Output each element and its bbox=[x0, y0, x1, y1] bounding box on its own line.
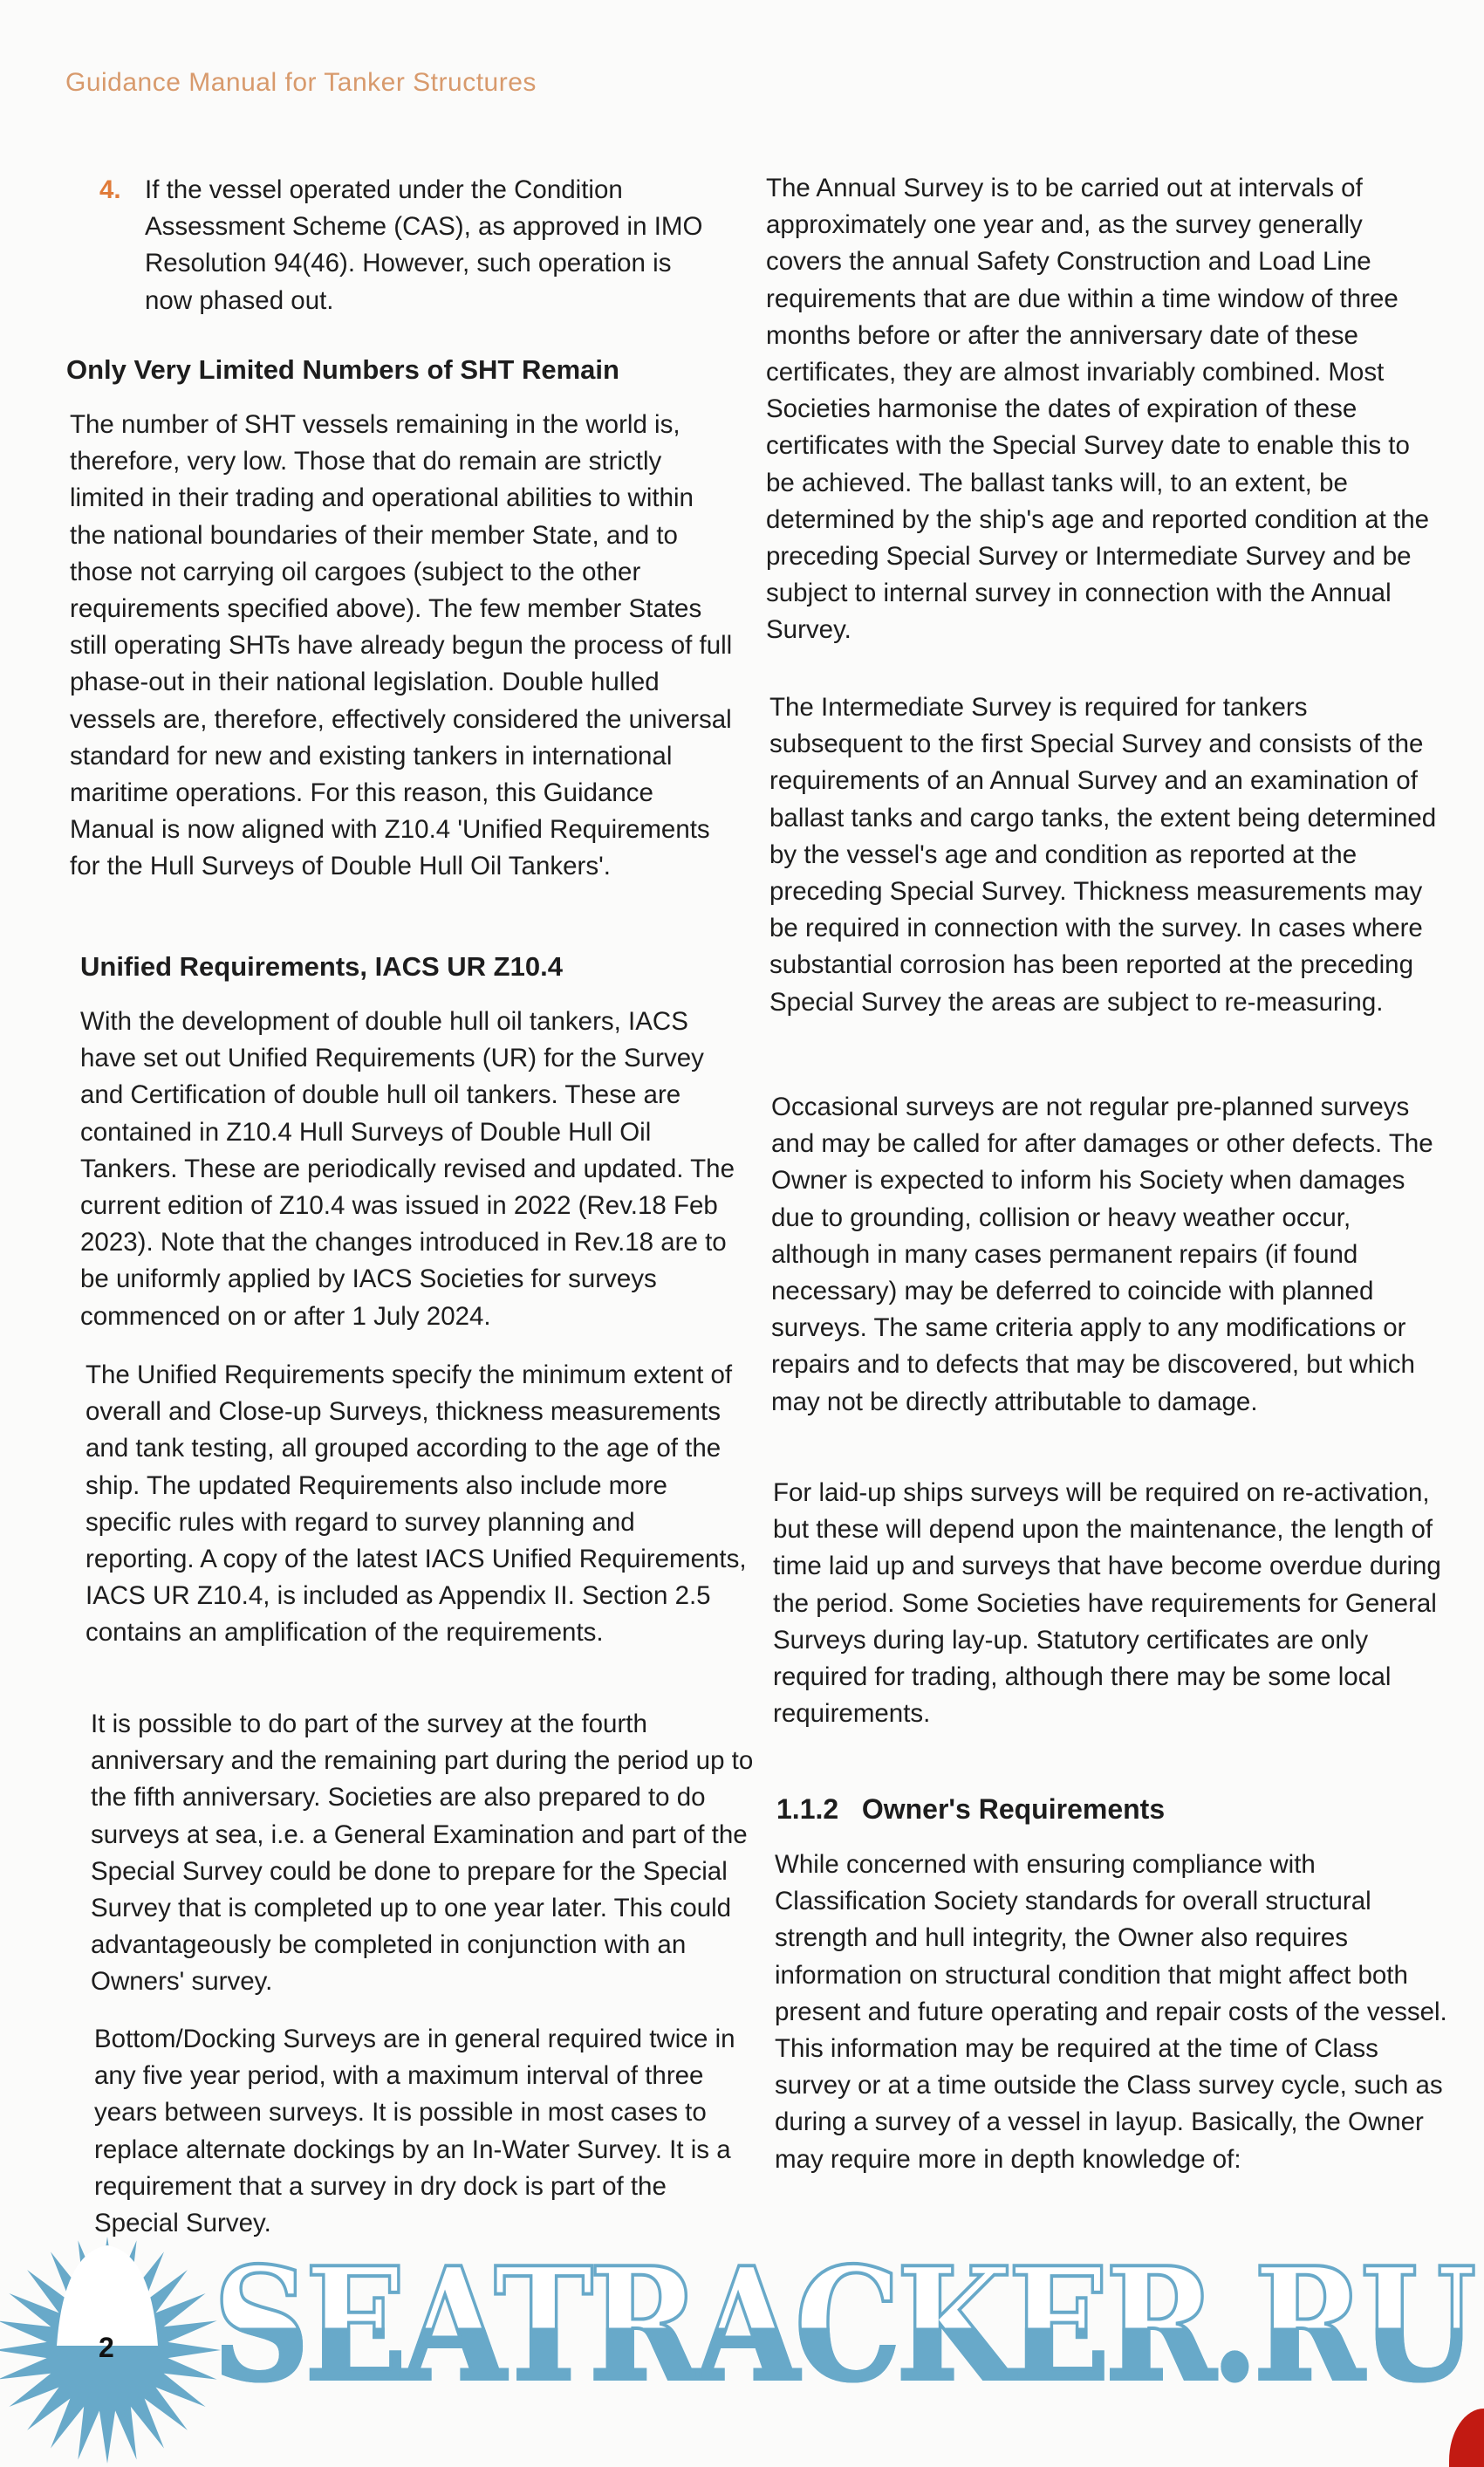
paragraph: Bottom/Docking Surveys are in general required twice in any five year period, with a maximum interval of three years between surveys. It is possible in most cases to replace alternate dockings by an In-Water Survey. It is a requirement that a survey in dry dock is part of the Special Survey. bbox=[94, 2025, 735, 2238]
paragraph: Occasional surveys are not regular pre-planned surveys and may be called for after damages or other defects. The Owner is expected to inform his Society when damages due to grounding, collision or heavy weather occur, although in many cases permanent repairs (if found necessary) may be deferred to coincide with planned surveys. The same criteria apply to any modifications or repairs and to defects that may be discovered, but which may not be directly attributable to damage. bbox=[771, 1093, 1433, 1416]
paragraph: While concerned with ensuring compliance with Classification Society standards for overall structural strength and hull integrity, the Owner also requires information on structural condition that might affect both present and future operating and repair costs of the vessel. This information may be required at the time of Class survey or at a time outside the Class survey cycle, such as during a survey of a vessel in layup. Basically, the Owner may require more in depth knowledge of: bbox=[775, 1850, 1447, 2174]
paragraph: The number of SHT vessels remaining in the world is, therefore, very low. Those that do remain are strictly limited in their trading and operational abilities to within the national boundaries of their member State, and to those not carrying oil cargoes (subject to the other requirements specified above). The few member States still operating SHTs have already begun the process of full phase-out in their national legislation. Double hulled vessels are, therefore, effectively considered the universal standard for new and existing tankers in international maritime operations. For this reason, this Guidance Manual is now aligned with Z10.4 'Unified Requirements for the Hull Surveys of Double Hull Oil Tankers'. bbox=[70, 410, 733, 881]
running-header: Guidance Manual for Tanker Structures bbox=[65, 68, 537, 97]
paragraph: It is possible to do part of the survey at the fourth anniversary and the remaining part during the period up to the fifth anniversary. Societies are also prepared to do surveys at sea, i.e. a General Examination and part of the Special Survey could be done to prepare for the Special Survey that is completed up to one year later. This could advantageously be completed in conjunction with an Owners' survey. bbox=[91, 1710, 754, 1997]
section-heading: Unified Requirements, IACS UR Z10.4 bbox=[80, 951, 563, 982]
watermark-text: SEATRACKER.RU bbox=[213, 2233, 1473, 2416]
paragraph: The Intermediate Survey is required for tankers subsequent to the first Special Survey and consists of the requirements of an Annual Survey and an examination of ballast tanks and cargo tanks, the extent being determined by the vessel's age and condition as reported at the preceding Special Survey. Thickness measurements may be required in connection with the survey. In cases where substantial corrosion has been reported at the preceding Special Survey the areas are subject to re-measuring. bbox=[769, 693, 1437, 1017]
section-heading: Only Very Limited Numbers of SHT Remain bbox=[66, 354, 619, 385]
paragraph: The Annual Survey is to be carried out at intervals of approximately one year and, as the survey generally covers the annual Safety Construction and Load Line requirements that are due within a time window of three months before or after the anniversary date of these certificates, they are almost invariably combined. Most Societies harmonise the dates of expiration of these certificates with the Special Survey date to enable this to be achieved. The ballast tanks will, to an extent, be determined by the ship's age and reported condition at the preceding Special Survey or Intermediate Survey and be subject to internal survey in connection with the Annual Survey. bbox=[766, 174, 1430, 645]
list-number: 4. bbox=[99, 175, 121, 204]
paragraph: For laid-up ships surveys will be required on re-activation, but these will depend upon the maintenance, the length of time laid up and surveys that have become overdue during the period. Some Societies have requirements for General Surveys during lay-up. Statutory certificates are only required for trading, although there may be some local requirements. bbox=[773, 1478, 1441, 1729]
paragraph: With the development of double hull oil tankers, IACS have set out Unified Requirements (UR) for the Survey and Certification of double hull oil tankers. These are contained in Z10.4 Hull Surveys of Double Hull Oil Tankers. These are periodically revised and updated. The current edition of Z10.4 was issued in 2022 (Rev.18 Feb 2023). Note that the changes introduced in Rev.18 are to be uniformly applied by IACS Societies for surveys commenced on or after 1 July 2024. bbox=[80, 1007, 735, 1331]
paragraph: The Unified Requirements specify the minimum extent of overall and Close-up Surveys, thickness measurements and tank testing, all grouped according to the age of the ship. The updated Requirements also include more specific rules with regard to survey planning and reporting. A copy of the latest IACS Unified Requirements, IACS UR Z10.4, is included as Appendix II. Section 2.5 contains an amplification of the requirements. bbox=[85, 1360, 747, 1648]
list-item bbox=[99, 172, 703, 319]
section-heading: 1.1.2 Owner's Requirements bbox=[776, 1793, 1166, 1825]
page-number: 2 bbox=[99, 2332, 114, 2363]
list-item-text: If the vessel operated under the Condition Assessment Scheme (CAS), as approved in IMO Resolution 94(46). However, such operation is now phased out. bbox=[145, 175, 703, 315]
